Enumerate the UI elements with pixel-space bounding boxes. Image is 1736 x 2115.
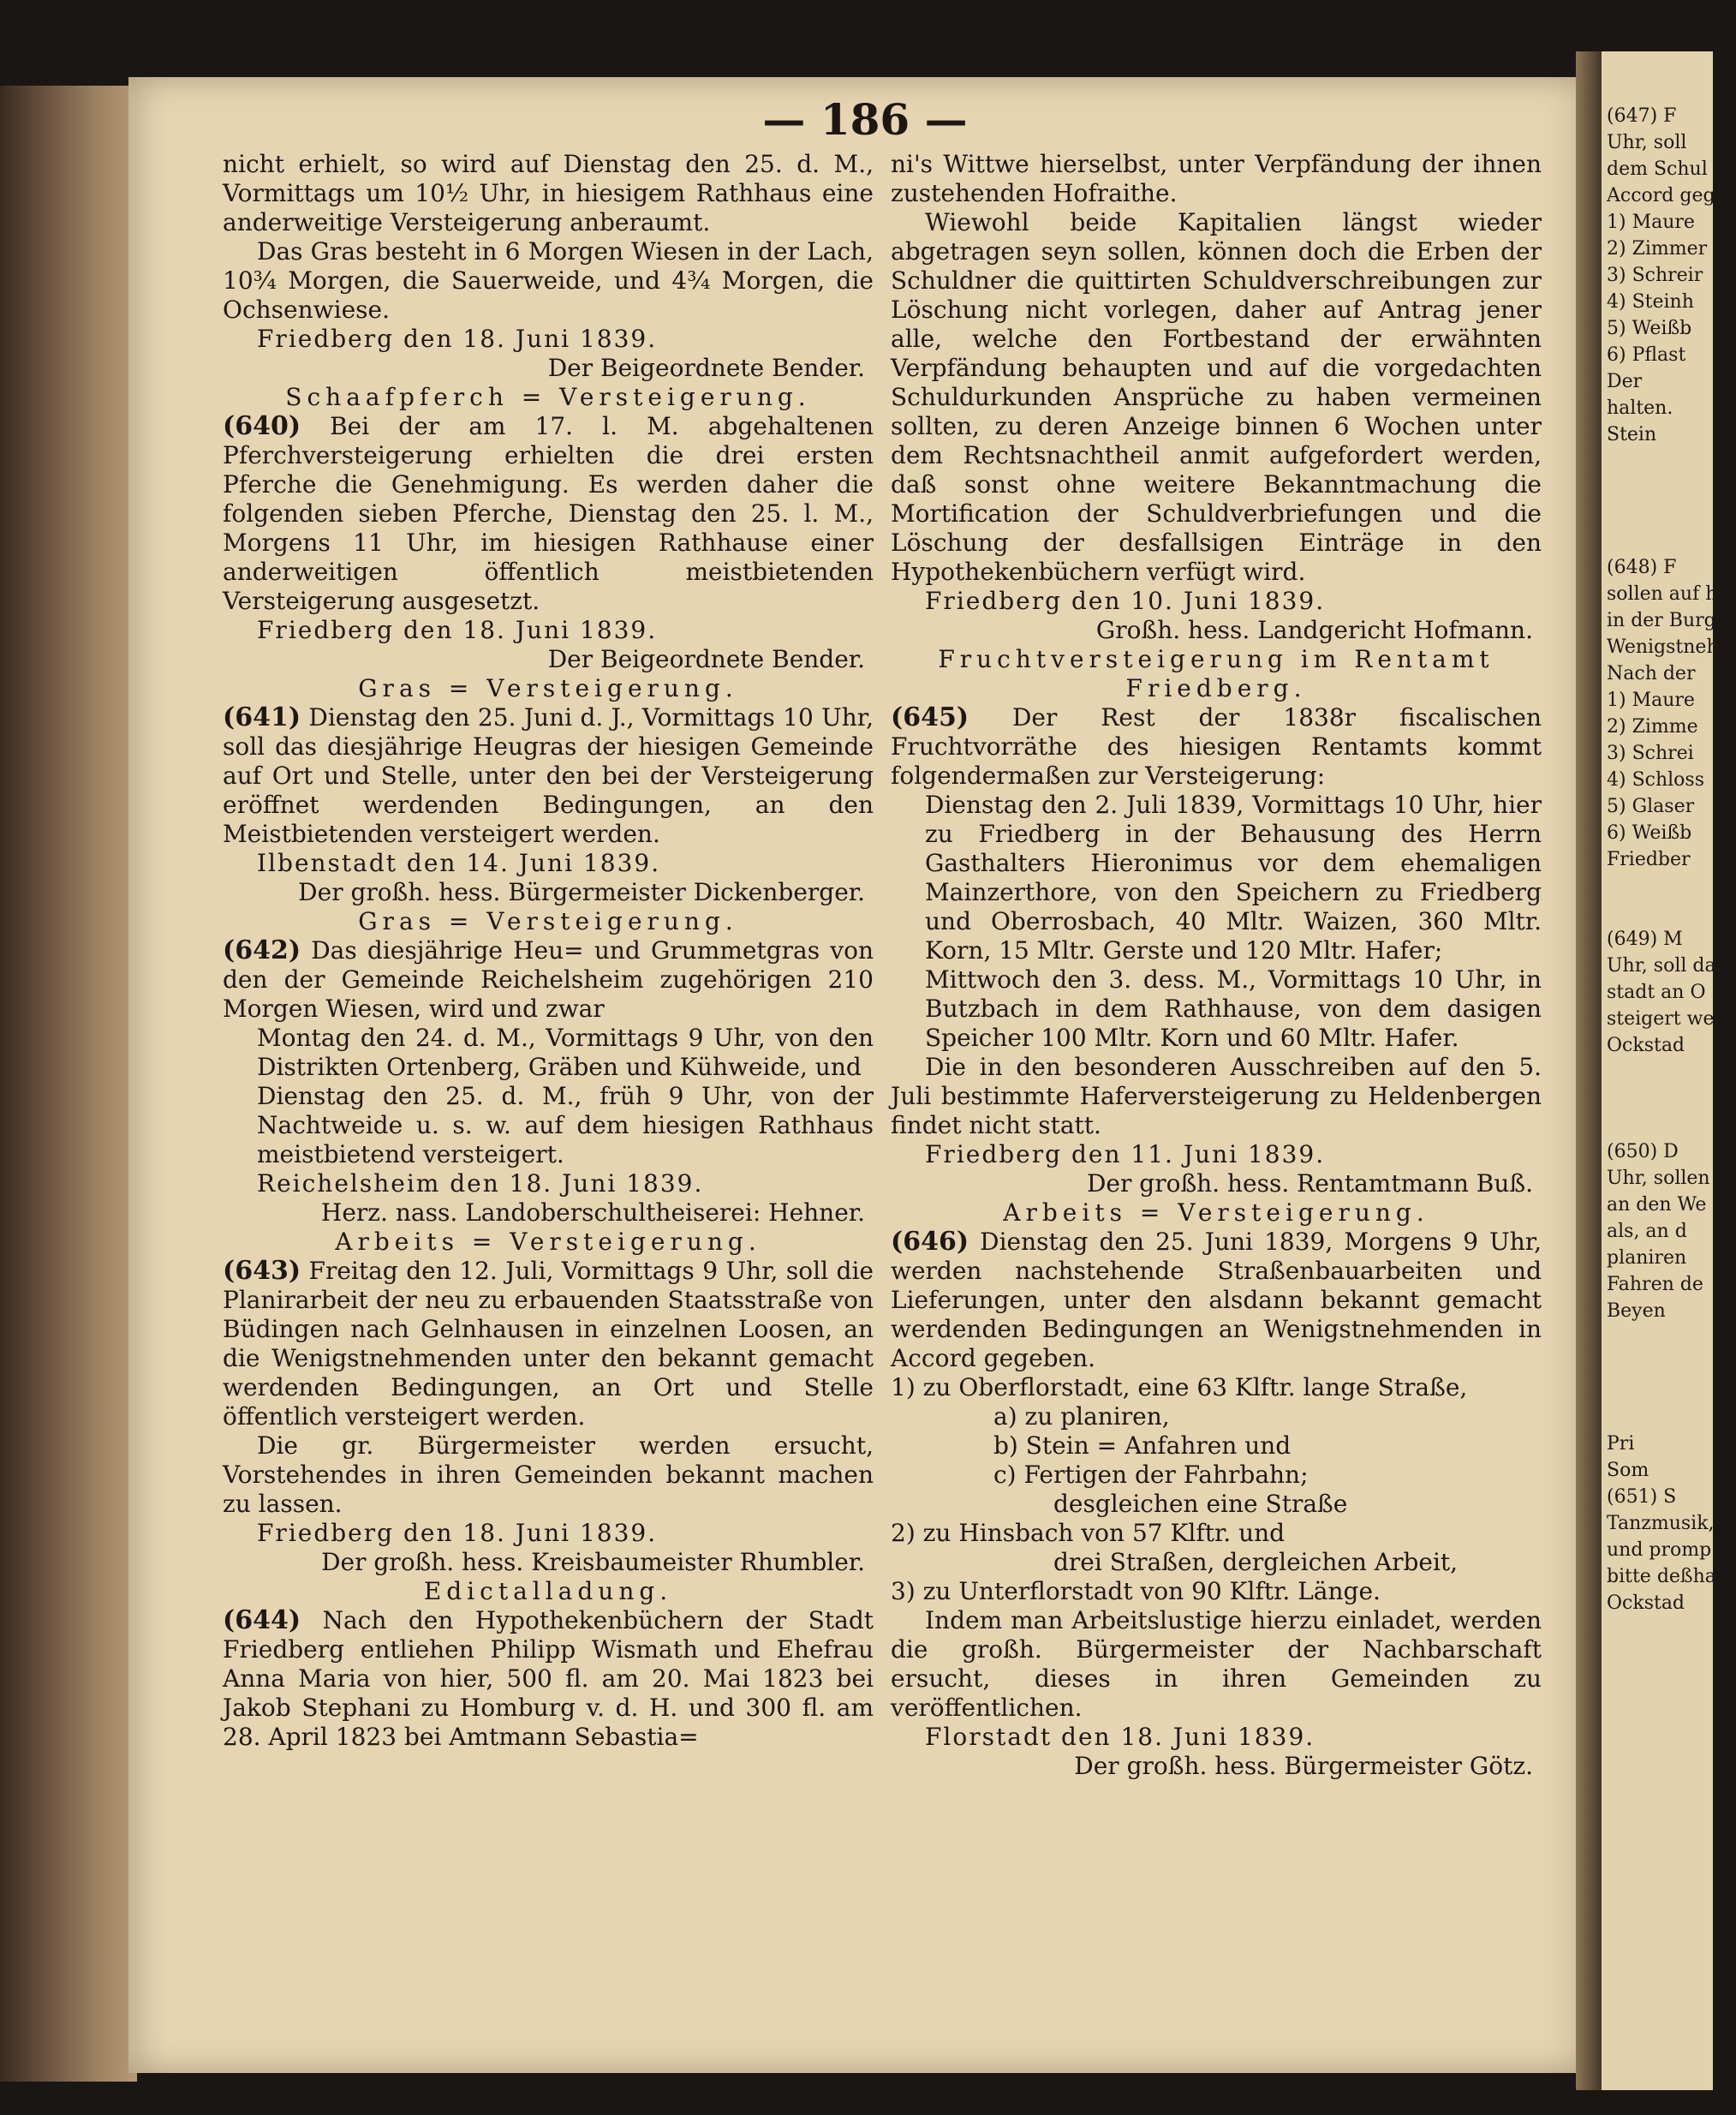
edge-text-line: Ockstad (1607, 1035, 1685, 1056)
edge-text-line: Beyen (1607, 1300, 1666, 1322)
paragraph (891, 1752, 1542, 1781)
paragraph (223, 616, 874, 645)
paragraph-text: Friedberg den 10. Juni 1839. (925, 587, 1326, 615)
paragraph (223, 936, 874, 1024)
paragraph (223, 1606, 874, 1752)
paragraph-text: Ilbenstadt den 14. Juni 1839. (257, 849, 661, 877)
paragraph-text: Herz. nass. Landoberschultheiserei: Hehner. (320, 1198, 865, 1227)
page-number: — 186 — (762, 94, 968, 145)
paragraph (223, 1198, 874, 1228)
paragraph (223, 237, 874, 325)
edge-text-line (1607, 448, 1714, 475)
edge-text-line: (647) F (1607, 105, 1677, 127)
edge-text-line: Der (1607, 371, 1643, 392)
paragraph-text: nicht erhielt, so wird auf Dienstag den 25. d. M., Vormittags um 10½ Uhr, in hiesigem Rathhaus eine anderweitige Versteigerung anberaumt. (223, 150, 874, 236)
paragraph-text: Montag den 24. d. M., Vormittags 9 Uhr, von den Distrikten Ortenberg, Gräben und Kühweide, und (257, 1024, 874, 1081)
paragraph (891, 1431, 1542, 1461)
paragraph-text: Gras = Versteigerung. (358, 674, 738, 702)
paragraph (223, 878, 874, 907)
paragraph-text: b) Stein = Anfahren und (993, 1431, 1292, 1460)
paragraph-text: Der Rest der 1838r fiscalischen Fruchtvorräthe des hiesigen Rentamts kommt folgendermaßen zur Versteigerung: (891, 703, 1542, 790)
paragraph-text: Indem man Arbeitslustige hierzu einladet, werden die großh. Bürgermeister der Nachbarschaft ersucht, dieses in ihren Gemeinden zu veröffentlichen. (891, 1606, 1542, 1722)
edge-text-line: Pri (1607, 1433, 1635, 1455)
paragraph (891, 1140, 1542, 1169)
edge-text-line (1607, 873, 1714, 899)
paragraph (223, 1519, 874, 1548)
paragraph-text: drei Straßen, dergleichen Arbeit, (1053, 1548, 1459, 1576)
edge-text-line: Stein (1607, 424, 1657, 445)
edge-text-line: Uhr, soll (1607, 132, 1687, 153)
edge-text-line: Wenigstnehm (1607, 636, 1736, 658)
paragraph (223, 907, 874, 936)
edge-text-line (1607, 528, 1714, 554)
paragraph (891, 1228, 1542, 1373)
paragraph (891, 1373, 1542, 1402)
paragraph-text: Das Gras besteht in 6 Morgen Wiesen in der Lach, 10¾ Morgen, die Sauerweide, und 4¾ Morgen, die Ochsenwiese. (223, 237, 874, 324)
paragraph-text: ni's Wittwe hierselbst, unter Verpfändung der ihnen zustehenden Hofraithe. (891, 150, 1542, 207)
paragraph (891, 1519, 1542, 1548)
paragraph-text: Dienstag den 25. d. M., früh 9 Uhr, von der Nachtweide u. s. w. auf dem hiesigen Rathhaus meistbietend versteigert. (257, 1082, 874, 1168)
edge-text-line (1607, 501, 1714, 528)
edge-text-line (1607, 475, 1714, 501)
paragraph (891, 1548, 1542, 1577)
notice-number: (646) (891, 1227, 969, 1257)
paragraph (223, 1228, 874, 1257)
paragraph (223, 1082, 874, 1169)
edge-text-line: 2) Zimme (1607, 716, 1698, 738)
paragraph (891, 703, 1542, 791)
edge-text-line: Nach der (1607, 663, 1696, 684)
notice-number: (640) (223, 411, 301, 441)
edge-text-line: Accord geg (1607, 185, 1715, 206)
paragraph-text: Der Beigeordnete Bender. (547, 645, 865, 673)
paragraph (223, 354, 874, 383)
book-page (128, 77, 1602, 2073)
paragraph-text: Friedberg den 18. Juni 1839. (257, 325, 658, 353)
paragraph-text: Die in den besonderen Ausschreiben auf den 5. Juli bestimmte Haferversteigerung zu Heldenbergen findet nicht statt. (891, 1053, 1542, 1139)
paragraph-text: Der großh. hess. Bürgermeister Dickenberger. (298, 878, 865, 906)
paragraph-text: Der großh. hess. Kreisbaumeister Rhumbler. (321, 1548, 865, 1576)
edge-text-line: 1) Maure (1607, 212, 1695, 233)
paragraph-text: Fruchtversteigerung im Rentamt Friedberg. (938, 645, 1494, 702)
paragraph-text: 1) zu Oberflorstadt, eine 63 Klftr. lange Straße, (891, 1373, 1468, 1401)
edge-text-line (1607, 1059, 1714, 1085)
edge-text-line (1607, 1112, 1714, 1138)
edge-text-line: 5) Glaser (1607, 796, 1695, 817)
paragraph (891, 1402, 1542, 1431)
edge-text-line: 3) Schreir (1607, 265, 1703, 286)
edge-text-line: halten. (1607, 397, 1673, 419)
paragraph (223, 1548, 874, 1577)
edge-text-line (1607, 1377, 1714, 1404)
edge-text-line: und promp (1607, 1539, 1712, 1561)
edge-text-line: planiren (1607, 1247, 1687, 1269)
edge-text-line: stadt an O (1607, 982, 1706, 1003)
edge-text-line: in der Burg (1607, 610, 1716, 631)
paragraph (891, 791, 1542, 965)
edge-text-line (1607, 1085, 1714, 1112)
paragraph-text: Nach den Hypothekenbüchern der Stadt Friedberg entliehen Philipp Wismath und Ehefrau Anna Maria von hier, 500 fl. am 20. Mai 1823 bei Jakob Stephani zu Homburg v. d. H. und 300 fl. am 28. April 1823 bei Amtmann Sebastia= (223, 1606, 874, 1751)
paragraph (891, 587, 1542, 616)
edge-text-line: (648) F (1607, 557, 1677, 578)
paragraph-text: Freitag den 12. Juli, Vormittags 9 Uhr, soll die Planirarbeit der neu zu erbauenden Staatsstraße von Büdingen nach Gelnhausen in einzelnen Loosen, an die Wenigstnehmenden unter den bekannt gemacht werdenden Bedingungen, an Ort und Stelle öffentlich versteigert werden. (223, 1257, 874, 1431)
edge-text-line: Fahren de (1607, 1274, 1703, 1295)
paragraph (223, 412, 874, 616)
edge-text-line: (650) D (1607, 1141, 1679, 1162)
edge-text-line: steigert wer (1607, 1008, 1724, 1030)
edge-text-line: 3) Schrei (1607, 743, 1694, 764)
paragraph (223, 383, 874, 412)
paragraph-text: Arbeits = Versteigerung. (1003, 1198, 1429, 1227)
edge-text-line: dem Schul (1607, 158, 1708, 180)
edge-text-line: Ockstad (1607, 1592, 1685, 1614)
paragraph (891, 616, 1542, 645)
paragraph (223, 150, 874, 237)
paragraph (223, 1577, 874, 1606)
edge-text-line: Som (1607, 1460, 1649, 1481)
edge-text-line: 1) Maure (1607, 690, 1695, 711)
edge-text-line: Uhr, sollen (1607, 1168, 1710, 1189)
paragraph-text: Der großh. hess. Bürgermeister Götz. (1074, 1752, 1533, 1780)
paragraph (223, 1024, 874, 1082)
paragraph (223, 674, 874, 703)
paragraph (891, 208, 1542, 587)
edge-text-line: Friedber (1607, 849, 1691, 870)
paragraph-text: Arbeits = Versteigerung. (335, 1228, 761, 1256)
paragraph-text: 3) zu Unterflorstadt von 90 Klftr. Länge. (891, 1577, 1381, 1605)
paragraph (891, 1198, 1542, 1228)
right-column (891, 150, 1542, 1781)
paragraph (891, 1169, 1542, 1198)
notice-number: (644) (223, 1605, 301, 1635)
paragraph-text: Der Beigeordnete Bender. (547, 354, 865, 382)
paragraph (223, 1257, 874, 1431)
paragraph (223, 849, 874, 878)
edge-text-line: 6) Pflast (1607, 344, 1686, 366)
paragraph (223, 645, 874, 674)
edge-text-line: sollen auf h (1607, 583, 1718, 605)
paragraph-text: Friedberg den 18. Juni 1839. (257, 616, 658, 644)
paragraph-text: Die gr. Bürgermeister werden ersucht, Vorstehendes in ihren Gemeinden bekannt machen zu lassen. (223, 1431, 874, 1518)
edge-text-line (1607, 1324, 1714, 1351)
book-page-edges (0, 86, 137, 2082)
paragraph-text: Friedberg den 18. Juni 1839. (257, 1519, 658, 1547)
adjacent-page-text (1607, 103, 1736, 1616)
paragraph (891, 1461, 1542, 1490)
edge-text-line: als, an d (1607, 1221, 1687, 1242)
paragraph (891, 645, 1542, 703)
paragraph-text: c) Fertigen der Fahrbahn; (993, 1461, 1309, 1489)
paragraph-text: Gras = Versteigerung. (358, 907, 738, 935)
edge-text-line: Tanzmusik, (1607, 1513, 1715, 1534)
edge-text-line: an den We (1607, 1194, 1707, 1216)
paragraph-text: Reichelsheim den 18. Juni 1839. (257, 1169, 704, 1198)
edge-text-line: 5) Weißb (1607, 318, 1692, 339)
notice-number: (643) (223, 1256, 301, 1286)
paragraph-text: Florstadt den 18. Juni 1839. (925, 1723, 1315, 1751)
edge-text-line: bitte deßha (1607, 1566, 1716, 1587)
paragraph-text: Dienstag den 25. Juni 1839, Morgens 9 Uhr, werden nachstehende Straßenbauarbeiten und Lieferungen, unter den alsdann bekannt gemacht werdenden Bedingungen an Wenigstnehmenden in Accord gegeben. (891, 1228, 1542, 1372)
paragraph-text: Dienstag den 25. Juni d. J., Vormittags 10 Uhr, soll das diesjährige Heugras der hiesigen Gemeinde auf Ort und Stelle, unter den bei der Versteigerung eröffnet werdenden Bedingungen, an den Meistbietenden versteigert werden. (223, 703, 874, 848)
paragraph-text: desgleichen eine Straße (1053, 1490, 1348, 1518)
paragraph-text: Großh. hess. Landgericht Hofmann. (1095, 616, 1533, 644)
paragraph-text: Edictalladung. (423, 1577, 673, 1605)
paragraph-text: Dienstag den 2. Juli 1839, Vormittags 10 Uhr, hier zu Friedberg in der Behausung des Herrn Gasthalters Hieronimus vor dem ehemaligen Mainzerthore, von den Speichern zu Friedberg und Oberrosbach, 40 Mltr. Waizen, 360 Mltr. Korn, 15 Mltr. Gerste und 120 Mltr. Hafer; (925, 791, 1542, 965)
adjacent-page-edge (1602, 51, 1736, 2090)
paragraph (891, 1490, 1542, 1519)
edge-text-line (1607, 1404, 1714, 1431)
notice-number: (645) (891, 702, 969, 732)
paragraph-text: Das diesjährige Heu= und Grummetgras von den der Gemeinde Reichelsheim zugehörigen 210 Morgen Wiesen, wird und zwar (223, 936, 874, 1023)
paragraph-text: Friedberg den 11. Juni 1839. (925, 1140, 1326, 1168)
paragraph (891, 150, 1542, 208)
edge-text-line: 2) Zimmer (1607, 238, 1708, 260)
paragraph-text: Wiewohl beide Kapitalien längst wieder abgetragen seyn sollen, können doch die Erben der Schuldner die quittirten Schuldverschreibungen zur Löschung nicht vorlegen, daher auf Antrag jener alle, welche den Fortbestand der erwähnten Verpfändung behaupten und auf die vorgedachten Schuldurkunden Ansprüche zu haben vermeinen sollten, zu deren Anzeige binnen 6 Wochen unter dem Rechtsnachtheil anmit aufgefordert werden, daß sonst ohne weitere Bekanntmachung die Mortification der Schuldverbriefungen und die Löschung der desfallsigen Einträge in den Hypothekenbüchern verfügt wird. (891, 208, 1542, 586)
edge-text-line: 4) Steinh (1607, 291, 1694, 313)
edge-text-line: 4) Schloss (1607, 769, 1704, 791)
paragraph-text: Schaafpferch = Versteigerung. (285, 383, 811, 411)
edge-text-line: Uhr, soll da (1607, 955, 1716, 977)
edge-text-line (1607, 899, 1714, 926)
paragraph (891, 1053, 1542, 1140)
paragraph (891, 1577, 1542, 1606)
edge-text-line: 6) Weißb (1607, 822, 1692, 844)
edge-text-line: (649) M (1607, 929, 1683, 950)
paragraph (891, 965, 1542, 1053)
paragraph (891, 1723, 1542, 1752)
paragraph (223, 703, 874, 849)
paragraph (223, 325, 874, 354)
paragraph (223, 1169, 874, 1198)
paragraph-text: a) zu planiren, (993, 1402, 1170, 1431)
left-column (223, 150, 874, 1752)
paragraph-text: 2) zu Hinsbach von 57 Klftr. und (891, 1519, 1286, 1547)
paragraph-text: Bei der am 17. l. M. abgehaltenen Pferchversteigerung erhielten die drei ersten Pferche die Genehmigung. Es werden daher die folgenden sieben Pferche, Dienstag den 25. l. M., Morgens 11 Uhr, im hiesigen Rathhause einer anderweitigen öffentlich meistbietenden Versteigerung ausgesetzt. (223, 412, 874, 615)
edge-text-line (1607, 1351, 1714, 1377)
notice-number: (642) (223, 935, 301, 965)
paragraph (891, 1606, 1542, 1723)
paragraph-text: Der großh. hess. Rentamtmann Buß. (1086, 1169, 1533, 1198)
paragraph-text: Mittwoch den 3. dess. M., Vormittags 10 Uhr, in Butzbach in dem Rathhause, von dem dasigen Speicher 100 Mltr. Korn und 60 Mltr. Hafer. (925, 965, 1542, 1052)
edge-text-line: (651) S (1607, 1486, 1677, 1508)
paragraph (223, 1431, 874, 1519)
notice-number: (641) (223, 702, 301, 732)
